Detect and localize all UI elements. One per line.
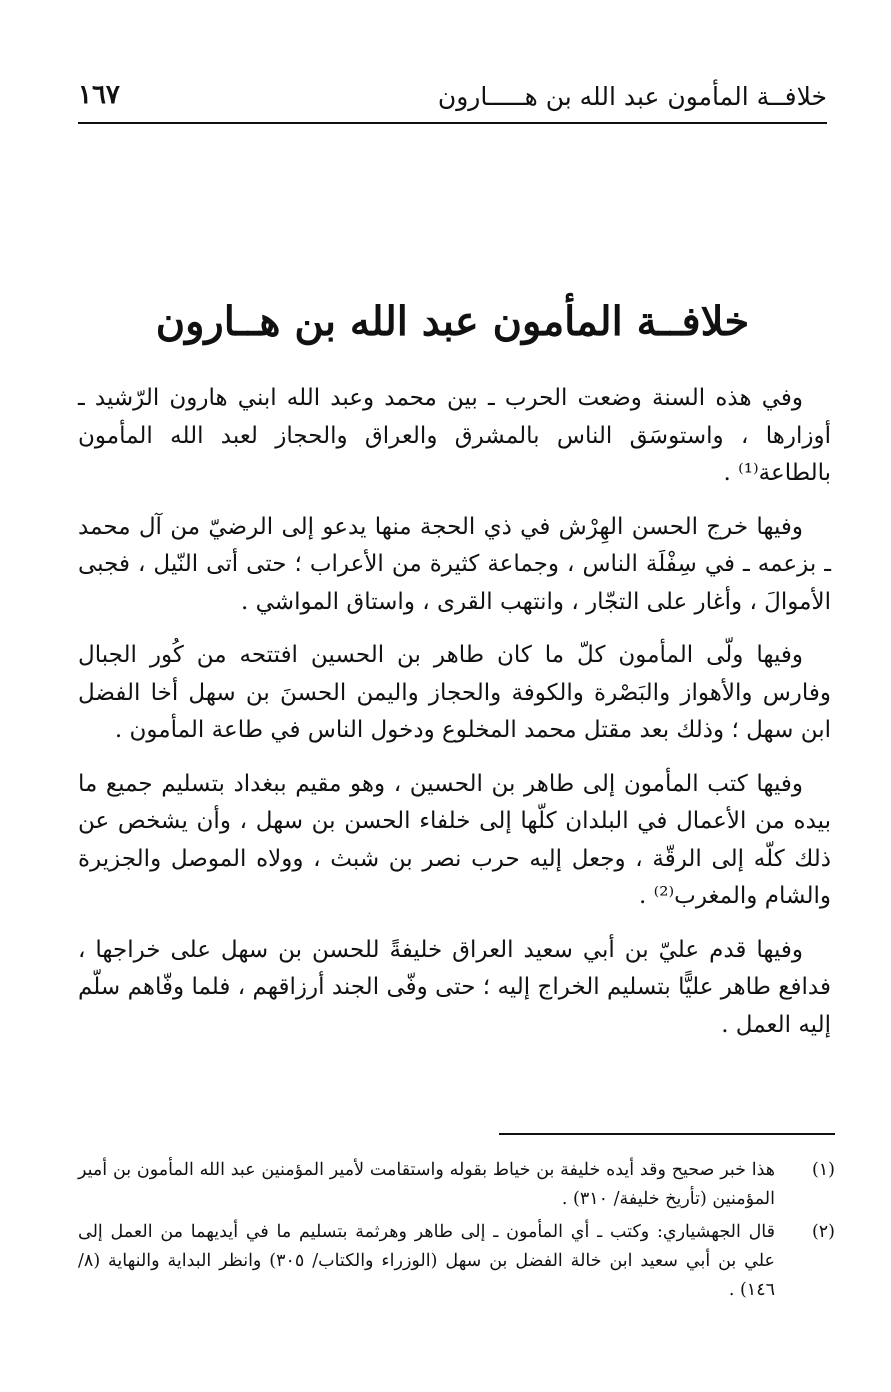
paragraph-5: وفيها قدم عليّ بن أبي سعيد العراق خليفةً للحسن بن سهل على خراجها ، فدافع طاهر عليًّا بتسليم الخراج إليه ؛ حتى وفّى الجند أرزاقهم ، فلما وفّاهم سلّم إليه العمل . xyxy=(78,936,831,1038)
page-number: ١٦٧ xyxy=(78,80,120,110)
paragraph-3: وفيها ولّى المأمون كلّ ما كان طاهر بن الحسين افتتحه من كُور الجبال وفارس والأهواز والبَصْرة والكوفة والحجاز واليمن الحسنَ بن سهل أخا الفضل ابن سهل ؛ وذلك بعد مقتل محمد المخلوع ودخول الناس في طاعة المأمون . xyxy=(78,642,831,743)
paragraph-2: وفيها خرج الحسن الهِرْش في ذي الحجة منها يدعو إلى الرضيّ من آل محمد ـ بزعمه ـ في سِفْلَة الناس ، وجماعة كثيرة من الأعراب ؛ حتى أتى النّيل ، فجبى الأموالَ ، وأغار على التجّار ، وانتهب القرى ، واستاق المواشي . xyxy=(78,513,831,615)
chapter-title: خلافــة المأمون عبد الله بن هــارون xyxy=(155,298,750,345)
footnote-text: هذا خبر صحيح وقد أيده خليفة بن خياط بقوله واستقامت لأمير المؤمنين عبد الله المأمون بن أمير المؤمنين (تأريخ خليفة/ ٣١٠) . xyxy=(78,1160,775,1209)
footnote-2 xyxy=(78,1218,835,1305)
running-header xyxy=(78,74,827,118)
footnote-text: قال الجهشياري: وكتب ـ أي المأمون ـ إلى طاهر وهرثمة بتسليم ما في أيديهما من العمل إلى علي بن أبي سعيد ابن خالة الفضل بن سهل (الوزراء والكتاب/ ٣٠٥) وانظر البداية والنهاية (٨/ ١٤٦) . xyxy=(78,1222,775,1300)
paragraph-4: وفيها كتب المأمون إلى طاهر بن الحسين ، وهو مقيم ببغداد بتسليم جميع ما بيده من الأعمال في البلدان كلّها إلى خلفاء الحسن بن سهل ، وأن يشخص عن ذلك كلّه إلى الرقّة ، وجعل إليه حرب نصر بن شبث ، وولاه الموصل والجزيرة والشام والمغرب⁽²⁾ . xyxy=(78,770,831,909)
footnote-rule xyxy=(499,1133,835,1135)
running-title: خلافــة المأمون عبد الله بن هـــــارون xyxy=(437,82,827,111)
footnote-number: (٢) xyxy=(811,1222,835,1242)
footnote-1 xyxy=(78,1156,835,1214)
paragraph-1: وفي هذه السنة وضعت الحرب ـ بين محمد وعبد الله ابني هارون الرّشيد ـ أوزارها ، واستوسَق الناس بالمشرق والعراق والحجاز لعبد الله المأمون بالطاعة⁽¹⁾ . xyxy=(78,385,831,486)
body-text xyxy=(78,380,831,1060)
footnotes xyxy=(78,1156,835,1309)
footnote-number: (١) xyxy=(811,1160,835,1180)
header-rule xyxy=(78,122,827,124)
